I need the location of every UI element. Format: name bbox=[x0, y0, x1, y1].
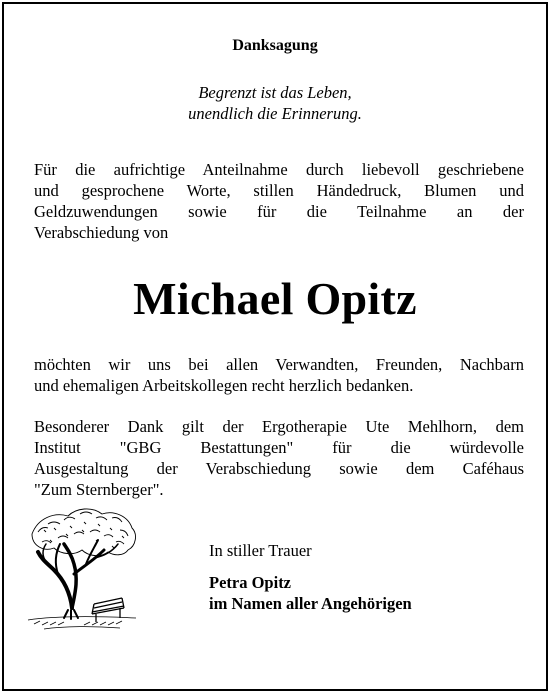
paragraph-line: Ausgestaltung der Verabschiedung sowie dem Caféhaus bbox=[34, 459, 524, 478]
paragraph-line: und gesprochene Worte, stillen Händedruck, Blumen und bbox=[34, 181, 524, 200]
special-thanks-paragraph bbox=[34, 416, 524, 500]
signature-block bbox=[209, 540, 412, 614]
notice-title: Danksagung bbox=[232, 37, 318, 54]
paragraph-line: möchten wir uns bei allen Verwandten, Freunden, Nachbarn bbox=[34, 355, 524, 374]
closing-phrase: In stiller Trauer bbox=[209, 541, 312, 560]
paragraph-line: Für die aufrichtige Anteilnahme durch liebevoll geschriebene bbox=[34, 160, 524, 179]
obituary-notice bbox=[2, 2, 548, 691]
paragraph-line: Institut "GBG Bestattungen" für die würdevolle bbox=[34, 438, 524, 457]
paragraph-line: Geldzuwendungen sowie für die Teilnahme an der bbox=[34, 202, 524, 221]
motto-line: unendlich die Erinnerung. bbox=[188, 104, 362, 123]
signer-names bbox=[209, 572, 412, 614]
motto-line: Begrenzt ist das Leben, bbox=[198, 83, 352, 102]
paragraph-line: Besonderer Dank gilt der Ergotherapie Ute Mehlhorn, dem bbox=[34, 417, 524, 436]
signer-name: Petra Opitz bbox=[209, 573, 292, 592]
thanks-paragraph-2 bbox=[34, 354, 524, 396]
signer-family: im Namen aller Angehörigen bbox=[209, 594, 412, 613]
motto-quote bbox=[4, 82, 546, 124]
thanks-paragraph bbox=[34, 159, 524, 243]
paragraph-line: Verabschiedung von bbox=[34, 223, 169, 242]
paragraph-line: und ehemaligen Arbeitskollegen recht herzlich bedanken. bbox=[34, 376, 414, 395]
tree-with-bench-icon bbox=[24, 504, 140, 634]
paragraph-line: "Zum Sternberger". bbox=[34, 480, 164, 499]
deceased-name: Michael Opitz bbox=[133, 273, 417, 324]
